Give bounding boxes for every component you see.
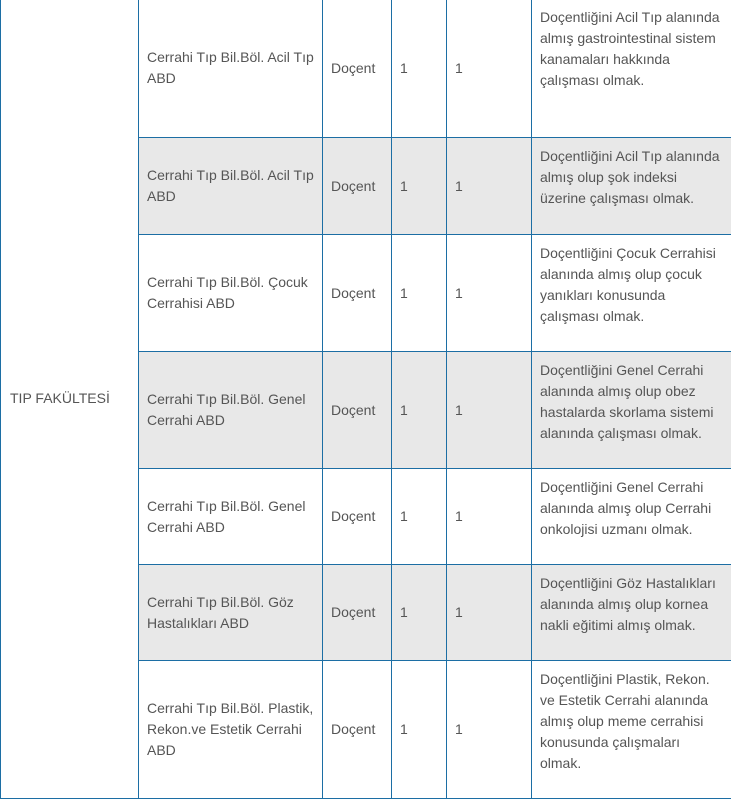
count-b-cell: 1: [447, 138, 532, 235]
description-cell: Doçentliğini Genel Cerrahi alanında almış olup Cerrahi onkolojisi uzmanı olmak.: [532, 469, 731, 565]
description-cell: Doçentliğini Çocuk Cerrahisi alanında almış olup çocuk yanıkları konusunda çalışması olmak.: [532, 235, 731, 352]
count-b-cell: 1: [447, 352, 532, 469]
count-a-cell: 1: [392, 469, 447, 565]
count-a-cell: 1: [392, 0, 447, 138]
department-cell: Cerrahi Tıp Bil.Böl. Göz Hastalıkları ABD: [139, 565, 323, 661]
count-b-cell: 1: [447, 235, 532, 352]
count-a-cell: 1: [392, 565, 447, 661]
count-a-cell: 1: [392, 661, 447, 799]
department-cell: Cerrahi Tıp Bil.Böl. Genel Cerrahi ABD: [139, 352, 323, 469]
department-cell: Cerrahi Tıp Bil.Böl. Acil Tıp ABD: [139, 0, 323, 138]
department-cell: Cerrahi Tıp Bil.Böl. Genel Cerrahi ABD: [139, 469, 323, 565]
title-cell: Doçent: [323, 661, 392, 799]
department-cell: Cerrahi Tıp Bil.Böl. Çocuk Cerrahisi ABD: [139, 235, 323, 352]
count-b-cell: 1: [447, 469, 532, 565]
description-cell: Doçentliğini Acil Tıp alanında almış gastrointestinal sistem kanamaları hakkında çalışması olmak.: [532, 0, 731, 138]
count-a-cell: 1: [392, 138, 447, 235]
count-a-cell: 1: [392, 235, 447, 352]
count-b-cell: 1: [447, 565, 532, 661]
department-cell: Cerrahi Tıp Bil.Böl. Acil Tıp ABD: [139, 138, 323, 235]
title-cell: Doçent: [323, 565, 392, 661]
table-row: [1, 0, 731, 138]
department-cell: Cerrahi Tıp Bil.Böl. Plastik, Rekon.ve Estetik Cerrahi ABD: [139, 661, 323, 799]
faculty-cell: TIP FAKÜLTESİ: [1, 0, 139, 799]
title-cell: Doçent: [323, 235, 392, 352]
description-cell: Doçentliğini Genel Cerrahi alanında almış olup obez hastalarda skorlama sistemi alanında çalışması olmak.: [532, 352, 731, 469]
description-cell: Doçentliğini Acil Tıp alanında almış olup şok indeksi üzerine çalışması olmak.: [532, 138, 731, 235]
title-cell: Doçent: [323, 469, 392, 565]
title-cell: Doçent: [323, 0, 392, 138]
count-b-cell: 1: [447, 661, 532, 799]
description-cell: Doçentliğini Plastik, Rekon. ve Estetik Cerrahi alanında almış olup meme cerrahisi konusunda çalışmaları olmak.: [532, 661, 731, 799]
title-cell: Doçent: [323, 352, 392, 469]
count-a-cell: 1: [392, 352, 447, 469]
description-cell: Doçentliğini Göz Hastalıkları alanında almış olup kornea nakli eğitimi almış olmak.: [532, 565, 731, 661]
title-cell: Doçent: [323, 138, 392, 235]
count-b-cell: 1: [447, 0, 532, 138]
